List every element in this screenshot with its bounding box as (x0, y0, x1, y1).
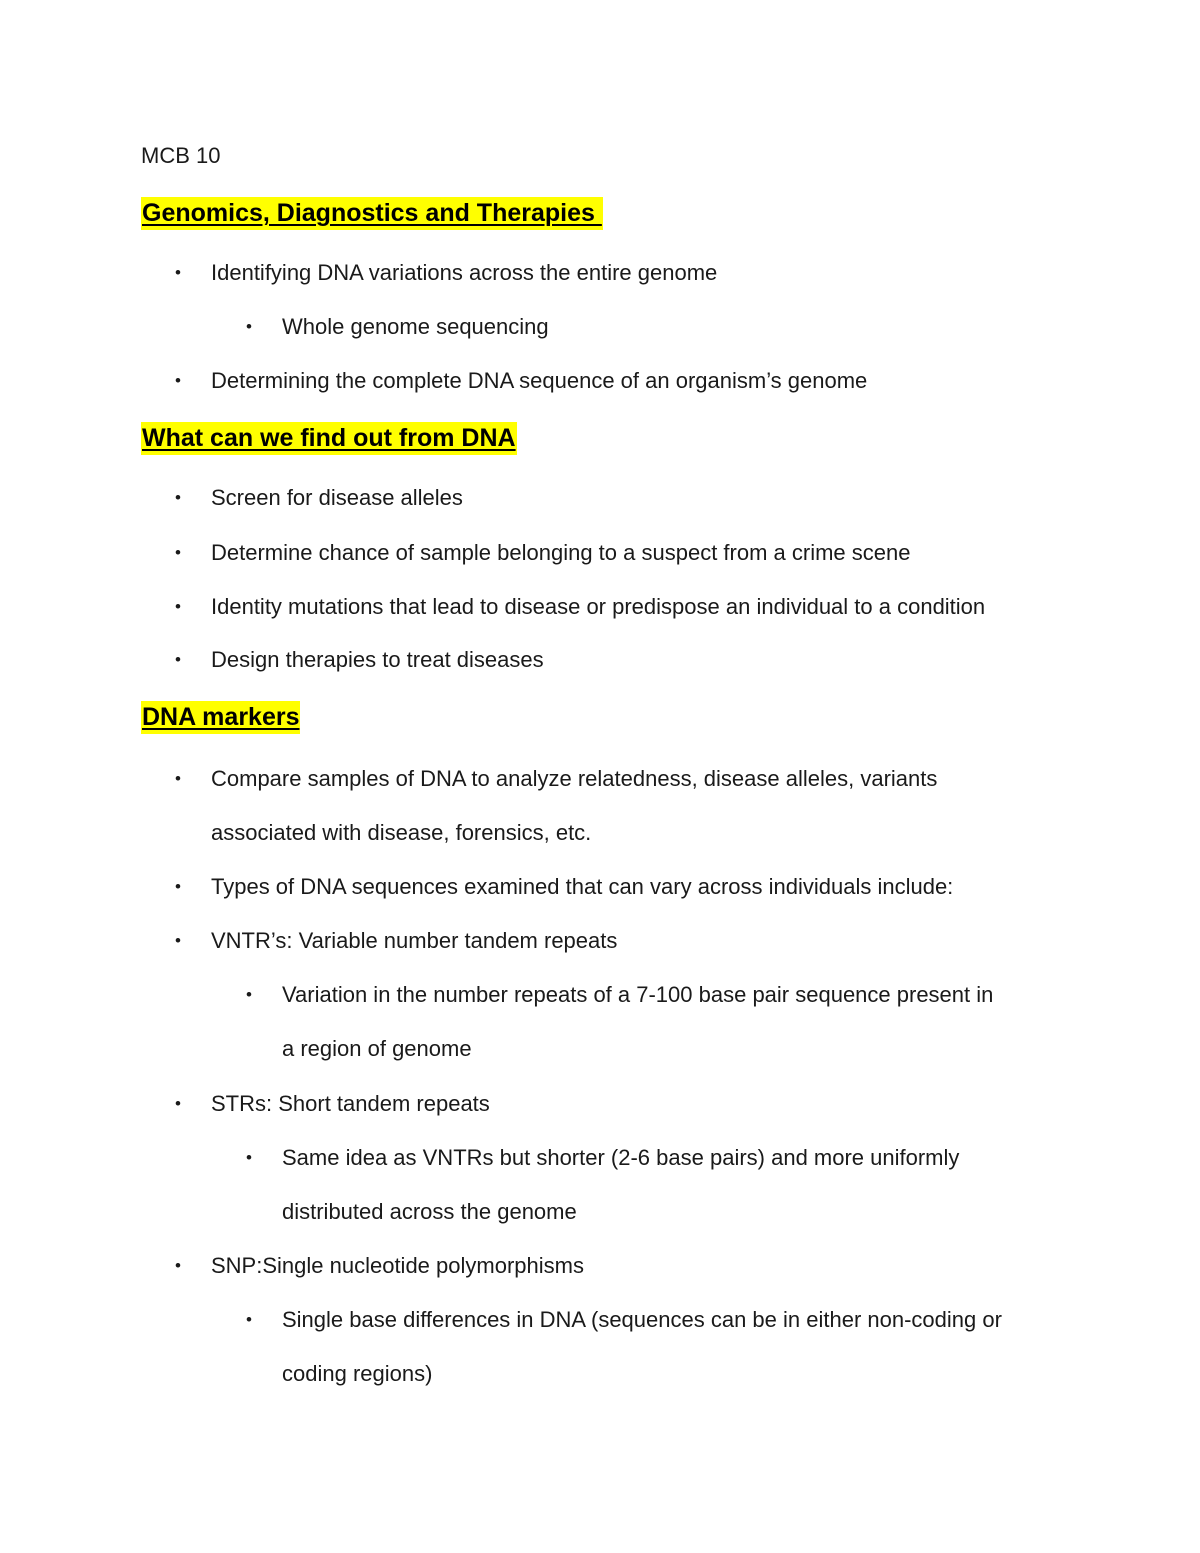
bullet-icon: • (175, 650, 181, 669)
bullet-icon: • (175, 488, 181, 507)
course-title: MCB 10 (141, 143, 221, 168)
bullet-icon: • (175, 877, 181, 896)
bullet-icon: • (175, 371, 181, 390)
list-item: Identity mutations that lead to disease or predispose an individual to a condition (211, 594, 986, 619)
list-item: Types of DNA sequences examined that can vary across individuals include: (211, 874, 954, 899)
list-item: Identifying DNA variations across the entire genome (211, 260, 718, 285)
bullet-icon: • (175, 1256, 181, 1275)
list-item: Determine chance of sample belonging to a suspect from a crime scene (211, 540, 911, 565)
list-item: STRs: Short tandem repeats (211, 1091, 490, 1116)
list-item-continuation: coding regions) (282, 1361, 433, 1386)
bullet-icon: • (246, 1310, 252, 1329)
list-item: Screen for disease alleles (211, 485, 463, 510)
bullet-icon: • (246, 985, 252, 1004)
list-item-continuation: a region of genome (282, 1036, 472, 1061)
bullet-icon: • (175, 597, 181, 616)
list-item: Determining the complete DNA sequence of an organism’s genome (211, 368, 868, 393)
list-item-continuation: associated with disease, forensics, etc. (211, 820, 592, 845)
list-item: Whole genome sequencing (282, 314, 549, 339)
bullet-icon: • (175, 543, 181, 562)
list-item: Same idea as VNTRs but shorter (2-6 base pairs) and more uniformly (282, 1145, 960, 1170)
section-heading-dna-findings: What can we find out from DNA (141, 422, 517, 454)
list-item: Design therapies to treat diseases (211, 647, 544, 672)
list-item-continuation: distributed across the genome (282, 1199, 577, 1224)
list-item: Variation in the number repeats of a 7-100 base pair sequence present in (282, 982, 994, 1007)
section-heading-dna-markers: DNA markers (141, 701, 300, 733)
bullet-icon: • (175, 1094, 181, 1113)
list-item: Compare samples of DNA to analyze relatedness, disease alleles, variants (211, 766, 938, 791)
bullet-icon: • (175, 931, 181, 950)
bullet-icon: • (175, 263, 181, 282)
bullet-icon: • (246, 317, 252, 336)
bullet-icon: • (175, 769, 181, 788)
bullet-icon: • (246, 1148, 252, 1167)
list-item: SNP:Single nucleotide polymorphisms (211, 1253, 584, 1278)
list-item: Single base differences in DNA (sequences can be in either non-coding or (282, 1307, 1002, 1332)
section-heading-genomics: Genomics, Diagnostics and Therapies (141, 197, 603, 229)
list-item: VNTR’s: Variable number tandem repeats (211, 928, 618, 953)
